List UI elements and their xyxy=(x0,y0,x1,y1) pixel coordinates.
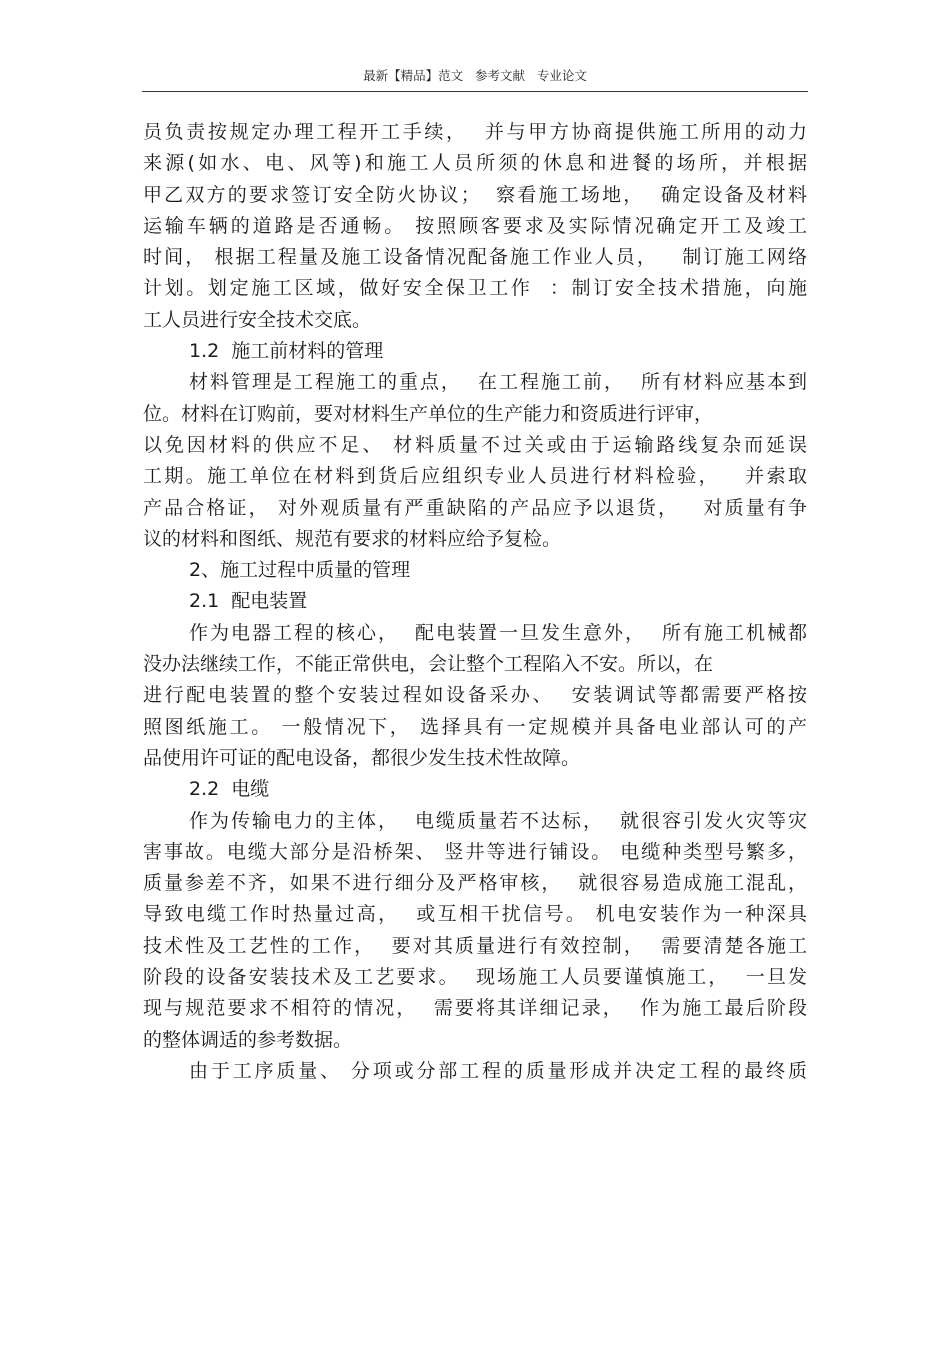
text-line: 导致电缆工作时热量过高， 或互相干扰信号。 机电安装作为一种深具 xyxy=(143,903,807,926)
text-line: 技术性及工艺性的工作， 要对其质量进行有效控制， 需要清楚各施工 xyxy=(143,934,807,957)
text-line: 议的材料和图纸、规范有要求的材料应给予复检。 xyxy=(143,527,562,550)
text-line: 照图纸施工。 一般情况下， 选择具有一定规模并具备电业部认可的产 xyxy=(143,715,807,738)
text-line: 2.1 配电装置 xyxy=(189,590,308,613)
text-line: 运输车辆的道路是否通畅。 按照顾客要求及实际情况确定开工及竣工 xyxy=(143,214,807,237)
text-line: 时间， 根据工程量及施工设备情况配备施工作业人员， 制订施工网络 xyxy=(143,246,807,269)
text-line: 作为传输电力的主体， 电缆质量若不达标， 就很容引发火灾等灾 xyxy=(189,809,807,832)
document-body xyxy=(143,117,807,1087)
text-line: 2、施工过程中质量的管理 xyxy=(189,559,411,582)
text-line: 计划。划定施工区域，做好安全保卫工作 ：制订安全技术措施，向施 xyxy=(143,277,807,300)
text-line: 品使用许可证的配电设备，都很少发生技术性故障。 xyxy=(143,746,581,769)
text-line: 工期。施工单位在材料到货后应组织专业人员进行材料检验， 并索取 xyxy=(143,465,807,488)
header-divider xyxy=(142,91,808,92)
text-line: 员负责按规定办理工程开工手续， 并与甲方协商提供施工所用的动力 xyxy=(143,121,807,143)
page-header: 最新【精品】范文 参考文献 专业论文 xyxy=(363,68,587,83)
text-line: 进行配电装置的整个安装过程如设备采办、 安装调试等都需要严格按 xyxy=(143,684,807,707)
text-line: 以免因材料的供应不足、 材料质量不过关或由于运输路线复杂而延误 xyxy=(143,433,807,456)
text-line: 没办法继续工作，不能正常供电，会让整个工程陷入不安。所以，在 xyxy=(143,653,714,676)
text-line: 作为电器工程的核心， 配电装置一旦发生意外， 所有施工机械都 xyxy=(189,621,807,644)
text-line: 的整体调适的参考数据。 xyxy=(143,1028,353,1051)
text-line: 由于工序质量、 分项或分部工程的质量形成并决定工程的最终质 xyxy=(189,1059,807,1082)
text-line: 质量参差不齐，如果不进行细分及严格审核， 就很容易造成施工混乱， xyxy=(143,872,807,895)
text-line: 1.2 施工前材料的管理 xyxy=(189,340,384,363)
text-line: 工人员进行安全技术交底。 xyxy=(143,308,372,331)
text-line: 甲乙双方的要求签订安全防火协议； 察看施工场地， 确定设备及材料 xyxy=(143,183,807,206)
text-line: 位。材料在订购前，要对材料生产单位的生产能力和资质进行评审， xyxy=(143,402,714,425)
text-line: 2.2 电缆 xyxy=(189,778,270,801)
text-line: 现与规范要求不相符的情况， 需要将其详细记录， 作为施工最后阶段 xyxy=(143,997,807,1020)
text-line: 阶段的设备安装技术及工艺要求。 现场施工人员要谨慎施工， 一旦发 xyxy=(143,966,807,989)
text-line: 来源(如水、电、风等)和施工人员所须的休息和进餐的场所，并根据 xyxy=(143,152,807,175)
text-line: 害事故。电缆大部分是沿桥架、 竖井等进行铺设。 电缆种类型号繁多， xyxy=(143,840,807,863)
text-line: 产品合格证， 对外观质量有严重缺陷的产品应予以退货， 对质量有争 xyxy=(143,496,807,519)
text-line: 材料管理是工程施工的重点， 在工程施工前， 所有材料应基本到 xyxy=(189,371,807,394)
